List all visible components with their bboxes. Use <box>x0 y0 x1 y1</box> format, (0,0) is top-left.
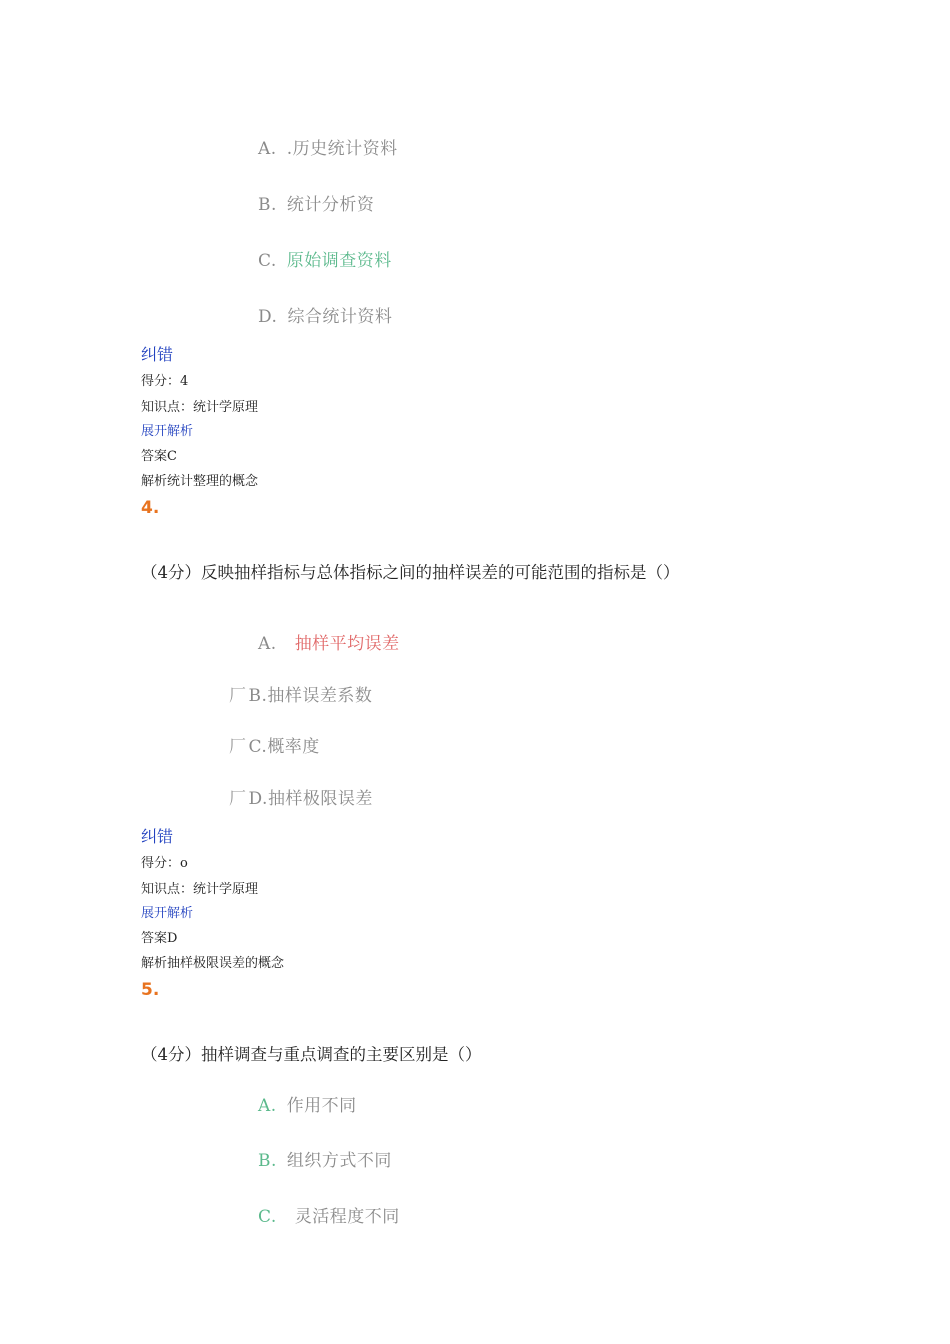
q3-option-c[interactable] <box>258 246 392 271</box>
option-text: 抽样误差系数 <box>267 686 373 706</box>
q4-question-text: （4分）反映抽样指标与总体指标之间的抽样误差的可能范围的指标是（） <box>141 563 680 582</box>
q3-knowledge-point: 知识点：统计学原理 <box>141 400 259 415</box>
option-letter: B. <box>258 1151 277 1171</box>
option-letter: D. <box>258 307 278 327</box>
option-letter: A. <box>258 1096 277 1116</box>
q3-analysis: 解析统计整理的概念 <box>141 474 259 489</box>
option-letter: A. <box>258 634 277 654</box>
q4-expand-analysis-link[interactable]: 展开解析 <box>141 906 194 921</box>
option-text: 综合统计资料 <box>287 307 393 327</box>
option-text: 作用不同 <box>286 1096 357 1116</box>
q3-option-b[interactable] <box>258 190 374 215</box>
option-letter: D. <box>248 789 268 809</box>
option-letter: C. <box>258 1207 277 1227</box>
q3-expand-analysis-link[interactable]: 展开解析 <box>141 424 194 439</box>
q4-option-c[interactable] <box>229 732 320 757</box>
q3-report-error-link[interactable]: 纠错 <box>141 345 174 364</box>
q4-option-a[interactable] <box>258 629 400 654</box>
q5-number: 5. <box>141 980 160 1000</box>
q4-analysis: 解析抽样极限误差的概念 <box>141 956 285 971</box>
q4-option-d[interactable] <box>229 784 373 809</box>
option-letter: C. <box>258 251 277 271</box>
q3-answer: 答案C <box>141 449 177 464</box>
q4-number: 4. <box>141 498 160 518</box>
option-letter: C. <box>248 737 268 757</box>
option-text: 灵活程度不同 <box>294 1207 400 1227</box>
option-text: 概率度 <box>267 737 320 757</box>
checkbox-icon[interactable]: 厂 <box>229 737 247 757</box>
q4-answer: 答案D <box>141 931 178 946</box>
q5-option-a[interactable] <box>258 1091 357 1116</box>
option-text: .历史统计资料 <box>286 139 398 159</box>
q4-knowledge-point: 知识点：统计学原理 <box>141 882 259 897</box>
option-letter: B. <box>258 195 277 215</box>
option-letter: B. <box>248 686 268 706</box>
option-text: 抽样平均误差 <box>294 634 400 654</box>
option-text: 原始调查资料 <box>286 251 392 271</box>
q3-score: 得分：4 <box>141 374 189 389</box>
q3-option-d[interactable] <box>258 302 392 327</box>
option-text: 组织方式不同 <box>286 1151 392 1171</box>
option-text: 抽样极限误差 <box>267 789 373 809</box>
q5-question-text: （4分）抽样调查与重点调查的主要区别是（） <box>141 1045 482 1064</box>
checkbox-icon[interactable]: 厂 <box>229 686 247 706</box>
q4-option-b[interactable] <box>229 681 372 706</box>
q3-option-a[interactable] <box>258 134 398 159</box>
q4-report-error-link[interactable]: 纠错 <box>141 827 174 846</box>
option-letter: A. <box>258 139 277 159</box>
checkbox-icon[interactable]: 厂 <box>229 789 247 809</box>
option-text: 统计分析资 <box>286 195 375 215</box>
q4-score: 得分：o <box>141 856 188 871</box>
q5-option-b[interactable] <box>258 1146 392 1171</box>
q5-option-c[interactable] <box>258 1202 400 1227</box>
